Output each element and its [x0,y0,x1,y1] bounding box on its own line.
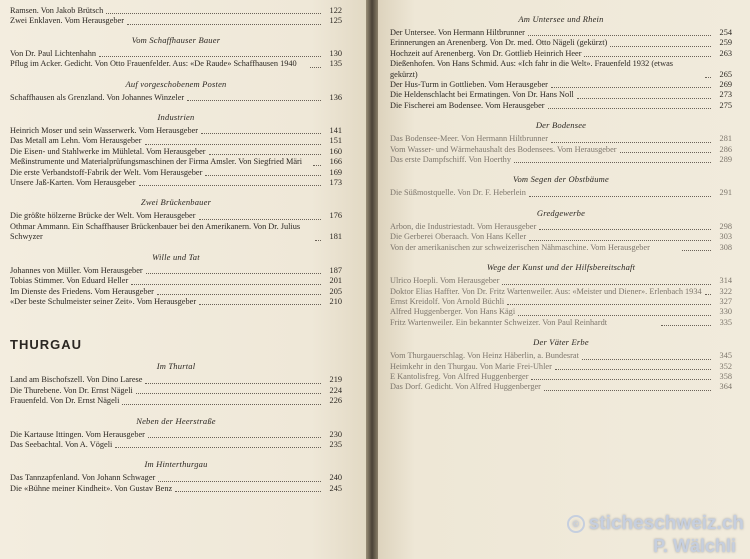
toc-entry [10,287,342,297]
entry-title: «Der beste Schulmeister seiner Zeit». Vom Herausgeber [10,296,197,306]
toc-entry [10,6,342,16]
entry-title: Schaffhausen als Grenzland. Von Johannes Winzeler [10,92,185,102]
page-number: 291 [719,188,732,198]
dot-leader [139,185,322,186]
dot-leader [555,369,711,370]
toc-entry [10,430,342,440]
dot-leader [175,491,321,492]
entry-title: Die «Bühne meiner Kindheit». Von Gustav Benz [10,483,173,493]
section-heading: Neben der Heerstraße [136,415,216,426]
entry-title: Ramsen. Von Jakob Brütsch [10,6,104,15]
dot-leader [661,325,711,326]
entry-title: Dießenhofen. Von Hans Schmid. Aus: «Ich fahr in die Welt». Frauenfeld 1932 (etwas gekürzt) [390,59,673,79]
toc-entry [10,276,342,286]
entry-title: Fritz Wartenweiler. Ein bekannter Schweizer. Von Paul Reinhardt [390,317,608,327]
entry-title: Zwei Enklaven. Vom Herausgeber [10,16,124,26]
left-page [0,0,366,559]
entry-title: Ulrico Hoepli. Vom Herausgeber [390,276,500,286]
dot-leader [136,393,321,394]
toc-entry [390,101,732,111]
entry-title: Heimkehr in den Thurgau. Von Marie Frei-Uhler [390,361,552,371]
page-number: 201 [329,276,342,286]
dot-leader [315,240,321,241]
entry-title: Arbon, die Industriestadt. Vom Herausgeber [390,221,537,231]
dot-leader [514,162,711,163]
dot-leader [518,315,711,316]
toc-entry [10,396,342,406]
dot-leader [145,144,322,145]
page-number: 245 [329,483,342,493]
toc-entry [10,440,342,450]
toc-entry [390,222,732,232]
dot-leader [131,284,321,285]
section-heading: Am Untersee und Rhein [518,14,604,24]
section-heading: Im Hinterthurgau [144,459,208,470]
page-number: 322 [719,286,732,296]
page-number: 169 [329,167,342,177]
toc-entry [10,222,342,243]
entry-title: Alfred Huggenberger. Von Hans Kägi [390,307,516,317]
dot-leader [577,98,711,99]
page-number: 263 [719,48,732,58]
entry-title: Erinnerungen an Arenenberg. Von Dr. med. Otto Nägeli (gekürzt) [390,38,608,48]
right-page [378,0,750,559]
page-number: 275 [719,100,732,110]
toc-entry [10,126,342,136]
toc-entry [390,90,732,100]
toc-entry [10,266,342,276]
page-number: 122 [329,6,342,15]
page-number: 259 [719,38,732,48]
entry-title: Der Hus-Turm in Gottlieben. Vom Herausgeber [390,80,548,90]
entry-title: Meßinstrumente und Materialprüfungsmaschinen der Firma Amsler. Von Siegfried Märi [10,157,303,167]
toc-entry [390,188,732,198]
page-number: 235 [329,439,342,449]
toc-entry [390,145,732,155]
entry-title: E Kantolisfreg. Von Alfred Huggenberger [390,371,529,381]
entry-title: Das erste Dampfschiff. Von Hoerthy [390,155,511,165]
toc-entry [10,168,342,178]
toc-entry [10,93,342,103]
dot-leader [507,304,711,305]
entry-title: Die Thurebene. Von Dr. Ernst Nägeli [10,385,133,395]
toc-entry [390,243,732,253]
copyright-icon: © [567,515,585,533]
section-heading: Industrien [157,112,195,123]
entry-title: Unsere Jaß-Karten. Vom Herausgeber [10,178,136,188]
toc-entry [390,307,732,317]
entry-title: Heinrich Moser und sein Wasserwerk. Vom Herausgeber [10,126,199,136]
entry-title: Das Seebachtal. Von A. Vögeli [10,439,113,449]
page-number: 187 [329,265,342,275]
toc-entry [390,351,732,361]
dot-leader [705,294,711,295]
page-number: 181 [329,232,342,242]
toc-entry [10,178,342,188]
dot-leader [529,196,711,197]
toc-entry [390,155,732,165]
page-number: 219 [329,375,342,385]
page-number: 352 [719,361,732,371]
page-number: 160 [329,146,342,156]
right-toc [390,6,732,393]
entry-title: Johannes von Müller. Vom Herausgeber [10,265,143,275]
dot-leader [187,100,321,101]
section-heading: Gredgewerbe [536,207,586,218]
dot-leader [584,56,711,57]
dot-leader [145,383,321,384]
toc-entry [10,136,342,146]
dot-leader [705,77,711,78]
dot-leader [201,133,321,134]
entry-title: Von Dr. Paul Lichtenhahn [10,48,97,58]
dot-leader [502,284,711,285]
page-number: 254 [719,28,732,37]
page-number: 224 [329,385,342,395]
watermark-site [567,513,744,535]
page-number: 141 [329,126,342,136]
section-heading: Der Bodensee [535,120,587,131]
entry-title: Die Kartause Ittingen. Vom Herausgeber [10,429,145,439]
entry-title: Tobias Stimmer. Von Eduard Heller [10,276,129,286]
section-heading: Wille und Tat [152,251,200,262]
toc-entry [10,16,342,26]
dot-leader [610,46,711,47]
entry-title: Die größte hölzerne Brücke der Welt. Vom Herausgeber [10,211,196,221]
dot-leader [209,154,321,155]
page-number: 330 [719,307,732,317]
page-number: 210 [329,296,342,306]
entry-title: Die Heldenschlacht bei Ermatingen. Von Dr. Hans Noll [390,90,574,100]
page-number: 151 [329,136,342,146]
toc-entry [10,375,342,385]
entry-title: Pflug im Acker. Gedicht. Von Otto Frauenfelder. Aus: «De Raude» Schaffhausen 1940 [10,59,297,69]
page-number: 130 [329,48,342,58]
section-heading: Der Väter Erbe [533,337,589,348]
dot-leader [529,240,711,241]
toc-entry [390,372,732,382]
entry-title: Das Bodensee-Meer. Von Hermann Hiltbrunner [390,134,548,144]
page-number: 345 [719,351,732,361]
page-number: 358 [719,371,732,381]
entry-title: Das Metall am Lehn. Vom Herausgeber [10,136,142,146]
entry-title: Die Süßmostquelle. Von Dr. F. Heberlein [390,188,526,198]
toc-entry [390,287,732,297]
dot-leader [158,481,321,482]
page-number: 327 [719,296,732,306]
toc-entry [10,297,342,307]
toc-entry [390,28,732,38]
page-number: 303 [719,232,732,242]
entry-title: Das Tannzapfenland. Von Johann Schwager [10,473,156,483]
page-number: 308 [719,242,733,252]
left-toc [10,6,342,494]
dot-leader [682,250,711,251]
entry-title: Die Fischerei am Bodensee. Vom Herausgeber [390,100,545,110]
page-number: 269 [719,80,732,90]
dot-leader [313,165,321,166]
dot-leader [148,437,321,438]
dot-leader [582,359,711,360]
entry-title: Der Untersee. Von Hermann Hiltbrunner [390,28,525,37]
toc-entry [390,382,732,392]
page-number: 298 [719,221,732,231]
section-heading: Vom Schaffhauser Bauer [131,34,221,45]
page-number: 240 [329,473,342,483]
dot-leader [528,35,711,36]
toc-entry [10,386,342,396]
dot-leader [99,56,321,57]
toc-entry [390,318,732,328]
entry-title: Die Eisen- und Stahlwerke im Mühletal. Vom Herausgeber [10,146,206,156]
toc-entry [10,473,342,483]
dot-leader [146,273,321,274]
toc-entry [390,297,732,307]
dot-leader [310,67,321,68]
dot-leader [531,379,711,380]
entry-title: Othmar Ammann. Ein Schaffhauser Brückenbauer bei den Amerikanern. Von Dr. Julius Schwyzer [10,221,301,242]
toc-entry [390,362,732,372]
entry-title: Vom Wasser- und Wärmehaushalt des Bodensees. Vom Herausgeber [390,144,617,154]
toc-entry [10,157,342,167]
dot-leader [620,152,711,153]
page-number: 314 [719,276,732,286]
page-number: 230 [329,429,342,439]
page-number: 286 [719,144,732,154]
toc-entry [10,211,342,221]
section-heading: Auf vorgeschobenem Posten [125,78,227,89]
entry-title: Ernst Kreidolf. Von Arnold Büchli [390,296,505,306]
toc-entry [390,276,732,286]
toc-entry [10,484,342,494]
dot-leader [157,294,321,295]
dot-leader [106,13,321,14]
page-number: 226 [329,396,342,406]
dot-leader [115,447,321,448]
page-number: 173 [329,178,342,188]
section-heading: Vom Segen der Obstbäume [513,174,609,185]
page-number: 125 [329,16,342,26]
entry-title: Hochzeit auf Arenenberg. Von Dr. Gottlieb Heinrich Heer [390,48,582,58]
page-number: 273 [719,90,732,100]
toc-entry [390,59,732,80]
page-number: 135 [329,59,343,69]
book-gutter [366,0,378,559]
page-number: 281 [719,134,732,144]
entry-title: Im Dienste des Friedens. Vom Herausgeber [10,286,154,296]
entry-title: Von der amerikanischen zur schweizerischen Nähmaschine. Vom Herausgeber [390,242,650,252]
page-number: 364 [719,382,732,392]
section-heading: Im Thurtal [156,361,196,372]
toc-entry [390,49,732,59]
toc-entry [390,134,732,144]
entry-title: Frauenfeld. Von Dr. Ernst Nägeli [10,396,120,406]
page-number: 265 [719,69,732,79]
entry-title: Doktor Elias Haffter. Von Dr. Fritz Wartenweiler. Aus: «Meister und Diener». Erlenbach 1934 [390,286,702,296]
dot-leader [548,108,711,109]
watermark-site-text: sticheschweiz.ch [588,513,744,534]
dot-leader [122,404,321,405]
entry-title: Das Dorf. Gedicht. Von Alfred Huggenberger [390,382,541,392]
entry-title: Vom Thurgauerschlag. Von Heinz Häberlin, a. Bundesrat [390,351,579,361]
section-heading: Zwei Brückenbauer [140,197,212,208]
page-number: 335 [719,317,733,327]
dot-leader [205,175,321,176]
toc-entry [390,232,732,242]
dot-leader [551,142,711,143]
dot-leader [539,229,711,230]
toc-entry [10,147,342,157]
toc-entry [10,49,342,59]
page-number: 176 [329,211,342,221]
page-number: 136 [329,92,342,102]
toc-entry [390,80,732,90]
entry-title: Die Gerberei Oberaach. Von Hans Keller [390,232,527,242]
dot-leader [544,390,711,391]
watermark-author: P. Wälchli [653,536,736,556]
page-number: 289 [719,155,732,165]
dot-leader [199,304,321,305]
section-heading: Wege der Kunst und der Hilfsbereitschaft [486,262,636,273]
entry-title: Die erste Verbandstoff-Fabrik der Welt. Vom Herausgeber [10,167,203,177]
page-number: 166 [329,157,343,167]
toc-entry [390,38,732,48]
dot-leader [199,219,322,220]
toc-entry [10,59,342,69]
region-title: THURGAU [10,337,82,353]
entry-title: Land am Bischofszell. Von Dino Larese [10,375,143,385]
dot-leader [551,87,711,88]
page-number: 205 [329,286,342,296]
dot-leader [127,24,321,25]
